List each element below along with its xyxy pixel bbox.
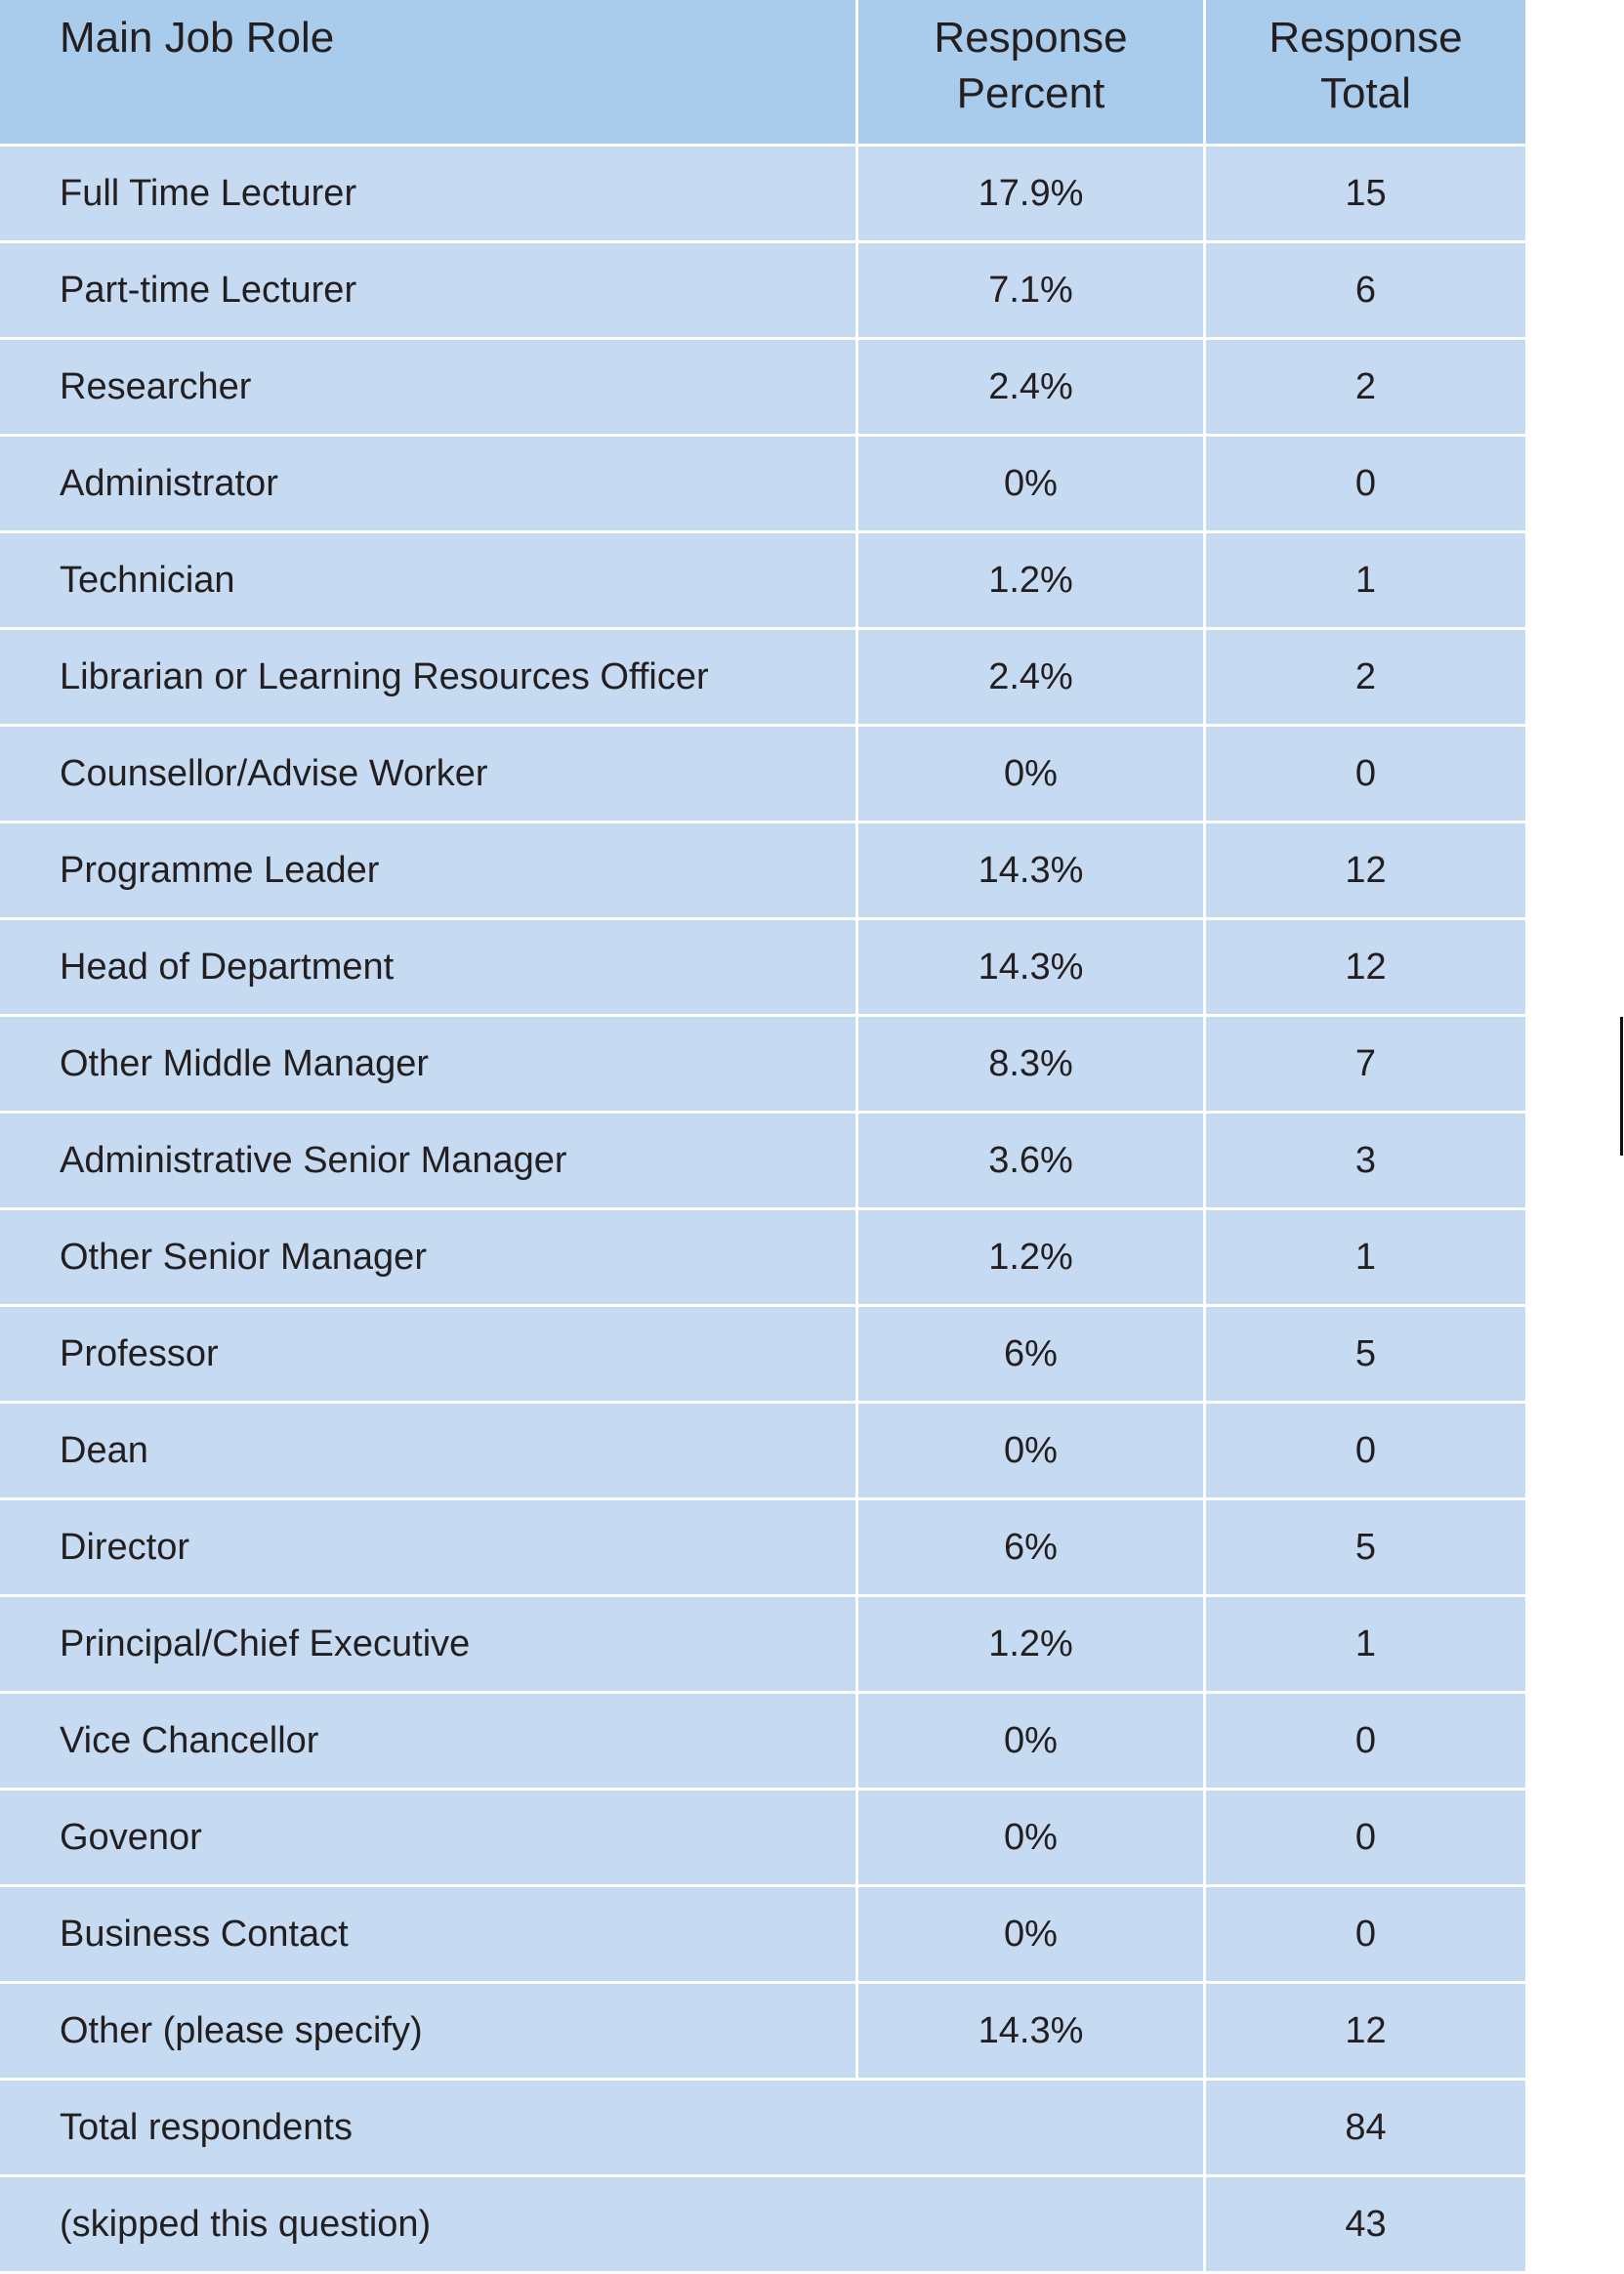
total-cell: 2 bbox=[1203, 340, 1525, 434]
role-cell: Researcher bbox=[0, 340, 855, 434]
table-row bbox=[0, 727, 1525, 823]
total-cell: 12 bbox=[1203, 1984, 1525, 2078]
table-row bbox=[0, 920, 1525, 1017]
percent-cell: 1.2% bbox=[855, 1210, 1203, 1304]
total-cell: 0 bbox=[1203, 1404, 1525, 1497]
percent-cell: 0% bbox=[855, 1887, 1203, 1981]
summary-label: (skipped this question) bbox=[0, 2177, 1203, 2271]
role-cell: Counsellor/Advise Worker bbox=[0, 727, 855, 821]
percent-cell: 8.3% bbox=[855, 1017, 1203, 1111]
table-row bbox=[0, 630, 1525, 727]
percent-cell: 2.4% bbox=[855, 630, 1203, 724]
role-cell: Other (please specify) bbox=[0, 1984, 855, 2078]
header-role bbox=[0, 0, 855, 144]
total-cell: 6 bbox=[1203, 243, 1525, 337]
role-cell: Administrative Senior Manager bbox=[0, 1114, 855, 1207]
table-row bbox=[0, 1984, 1525, 2081]
total-cell: 3 bbox=[1203, 1114, 1525, 1207]
header-total-label: Response Total bbox=[1269, 14, 1463, 117]
percent-cell: 0% bbox=[855, 1790, 1203, 1884]
header-total bbox=[1203, 0, 1525, 144]
table-row bbox=[0, 437, 1525, 533]
header-role-label: Main Job Role bbox=[60, 14, 335, 62]
role-cell: Vice Chancellor bbox=[0, 1694, 855, 1788]
percent-cell: 3.6% bbox=[855, 1114, 1203, 1207]
total-cell: 5 bbox=[1203, 1307, 1525, 1401]
percent-cell: 0% bbox=[855, 1694, 1203, 1788]
percent-cell: 14.3% bbox=[855, 920, 1203, 1014]
percent-cell: 0% bbox=[855, 437, 1203, 530]
total-cell: 1 bbox=[1203, 1210, 1525, 1304]
percent-cell: 6% bbox=[855, 1500, 1203, 1594]
total-cell: 0 bbox=[1203, 437, 1525, 530]
role-cell: Govenor bbox=[0, 1790, 855, 1884]
percent-cell: 17.9% bbox=[855, 147, 1203, 240]
percent-cell: 1.2% bbox=[855, 533, 1203, 627]
role-cell: Director bbox=[0, 1500, 855, 1594]
total-cell: 0 bbox=[1203, 1790, 1525, 1884]
percent-cell: 6% bbox=[855, 1307, 1203, 1401]
table-row bbox=[0, 1597, 1525, 1694]
table-row bbox=[0, 1017, 1525, 1114]
role-cell: Other Middle Manager bbox=[0, 1017, 855, 1111]
table-row bbox=[0, 1114, 1525, 1210]
table-row bbox=[0, 243, 1525, 340]
role-cell: Professor bbox=[0, 1307, 855, 1401]
role-cell: Business Contact bbox=[0, 1887, 855, 1981]
table-row bbox=[0, 823, 1525, 920]
vertical-rule bbox=[1620, 1017, 1623, 1156]
role-cell: Other Senior Manager bbox=[0, 1210, 855, 1304]
total-cell: 1 bbox=[1203, 533, 1525, 627]
table-row bbox=[0, 1500, 1525, 1597]
table-row bbox=[0, 1887, 1525, 1984]
header-percent-label: Response Percent bbox=[934, 14, 1128, 117]
role-cell: Head of Department bbox=[0, 920, 855, 1014]
total-cell: 2 bbox=[1203, 630, 1525, 724]
role-cell: Part-time Lecturer bbox=[0, 243, 855, 337]
role-cell: Dean bbox=[0, 1404, 855, 1497]
table-row bbox=[0, 1404, 1525, 1500]
total-cell: 12 bbox=[1203, 823, 1525, 917]
total-cell: 0 bbox=[1203, 727, 1525, 821]
summary-row bbox=[0, 2081, 1525, 2177]
percent-cell: 1.2% bbox=[855, 1597, 1203, 1691]
table-row bbox=[0, 1694, 1525, 1790]
total-cell: 0 bbox=[1203, 1694, 1525, 1788]
total-cell: 15 bbox=[1203, 147, 1525, 240]
role-cell: Administrator bbox=[0, 437, 855, 530]
total-cell: 7 bbox=[1203, 1017, 1525, 1111]
summary-total: 84 bbox=[1203, 2081, 1525, 2174]
role-cell: Librarian or Learning Resources Officer bbox=[0, 630, 855, 724]
percent-cell: 14.3% bbox=[855, 823, 1203, 917]
summary-total: 43 bbox=[1203, 2177, 1525, 2271]
summary-row bbox=[0, 2177, 1525, 2274]
table-row bbox=[0, 533, 1525, 630]
percent-cell: 0% bbox=[855, 1404, 1203, 1497]
table-row bbox=[0, 1210, 1525, 1307]
total-cell: 0 bbox=[1203, 1887, 1525, 1981]
percent-cell: 14.3% bbox=[855, 1984, 1203, 2078]
role-cell: Full Time Lecturer bbox=[0, 147, 855, 240]
table-row bbox=[0, 1307, 1525, 1404]
summary-label: Total respondents bbox=[0, 2081, 1203, 2174]
table-row bbox=[0, 147, 1525, 243]
percent-cell: 7.1% bbox=[855, 243, 1203, 337]
total-cell: 12 bbox=[1203, 920, 1525, 1014]
role-cell: Technician bbox=[0, 533, 855, 627]
table-row bbox=[0, 340, 1525, 437]
role-cell: Principal/Chief Executive bbox=[0, 1597, 855, 1691]
percent-cell: 0% bbox=[855, 727, 1203, 821]
header-percent bbox=[855, 0, 1203, 144]
table-header bbox=[0, 0, 1525, 147]
percent-cell: 2.4% bbox=[855, 340, 1203, 434]
role-cell: Programme Leader bbox=[0, 823, 855, 917]
table-row bbox=[0, 1790, 1525, 1887]
total-cell: 1 bbox=[1203, 1597, 1525, 1691]
total-cell: 5 bbox=[1203, 1500, 1525, 1594]
